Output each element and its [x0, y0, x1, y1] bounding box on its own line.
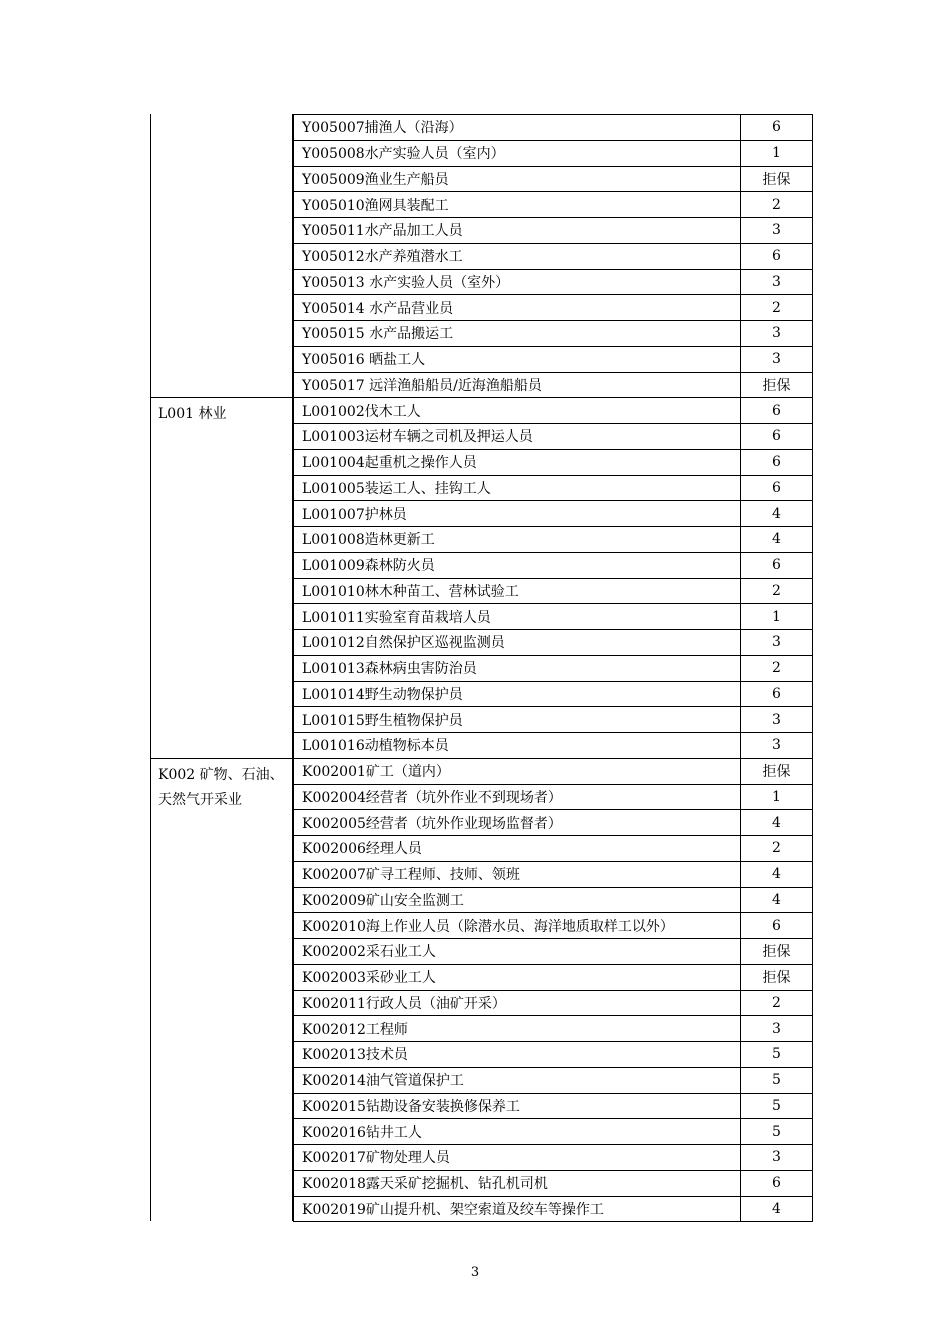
risk-level-cell: 6: [741, 681, 813, 707]
table-row: [294, 475, 813, 501]
occupation-cell: Y005009渔业生产船员: [294, 166, 741, 192]
table-row: [294, 810, 813, 836]
table-row: [294, 1093, 813, 1119]
occupation-cell: Y005007捕渔人（沿海）: [294, 115, 741, 141]
risk-level-cell: 3: [741, 707, 813, 733]
risk-level-cell: 4: [741, 861, 813, 887]
table-row: [294, 939, 813, 965]
occupation-cell: K002009矿山安全监测工: [294, 887, 741, 913]
occupation-cell: Y005016 晒盐工人: [294, 346, 741, 372]
risk-level-cell: 3: [741, 630, 813, 656]
risk-level-cell: 2: [741, 192, 813, 218]
table-row: [294, 630, 813, 656]
risk-level-cell: 3: [741, 321, 813, 347]
occupation-cell: Y005015 水产品搬运工: [294, 321, 741, 347]
table-row: [294, 115, 813, 141]
risk-level-cell: 6: [741, 398, 813, 424]
risk-level-cell: 1: [741, 784, 813, 810]
table-row: [294, 218, 813, 244]
risk-level-cell: 6: [741, 552, 813, 578]
table-row: [294, 1042, 813, 1068]
table-row: [294, 784, 813, 810]
table-row: [294, 295, 813, 321]
risk-level-cell: 6: [741, 913, 813, 939]
occupation-cell: K002015钻勘设备安装换修保养工: [294, 1093, 741, 1119]
table-row: [294, 1196, 813, 1222]
occupation-cell: K002011行政人员（油矿开采）: [294, 990, 741, 1016]
risk-level-cell: 5: [741, 1042, 813, 1068]
occupation-cell: L001012自然保护区巡视监测员: [294, 630, 741, 656]
risk-level-cell: 6: [741, 243, 813, 269]
category-label: K002 矿物、石油、天然气开采业: [150, 758, 293, 1222]
occupation-cell: Y005008水产实验人员（室内）: [294, 140, 741, 166]
table-row: [294, 424, 813, 450]
occupation-cell: K002018露天采矿挖掘机、钻孔机司机: [294, 1170, 741, 1196]
table-row: [294, 655, 813, 681]
risk-level-cell: 4: [741, 527, 813, 553]
table-row: [294, 1170, 813, 1196]
table-row: [294, 681, 813, 707]
table-row: [294, 733, 813, 759]
risk-level-cell: 6: [741, 424, 813, 450]
risk-level-cell: 3: [741, 346, 813, 372]
risk-level-cell: 2: [741, 836, 813, 862]
risk-level-cell: 5: [741, 1119, 813, 1145]
table-row: [294, 707, 813, 733]
risk-level-cell: 2: [741, 990, 813, 1016]
risk-level-cell: 拒保: [741, 964, 813, 990]
table-row: [294, 269, 813, 295]
table-row: [294, 887, 813, 913]
table-row: [294, 140, 813, 166]
risk-level-cell: 拒保: [741, 166, 813, 192]
page-number: 3: [470, 1265, 480, 1280]
risk-level-cell: 2: [741, 655, 813, 681]
table-row: [294, 449, 813, 475]
occupation-cell: K002016钻井工人: [294, 1119, 741, 1145]
occupation-cell: K002014油气管道保护工: [294, 1067, 741, 1093]
risk-level-cell: 5: [741, 1093, 813, 1119]
occupation-cell: L001002伐木工人: [294, 398, 741, 424]
table-row: [294, 346, 813, 372]
occupation-cell: K002012工程师: [294, 1016, 741, 1042]
category-label: L001 林业: [150, 397, 293, 758]
table-row: [294, 1016, 813, 1042]
occupation-cell: Y005013 水产实验人员（室外）: [294, 269, 741, 295]
risk-level-cell: 6: [741, 115, 813, 141]
occupation-cell: Y005010渔网具装配工: [294, 192, 741, 218]
occupation-cell: K002002采石业工人: [294, 939, 741, 965]
risk-level-cell: 6: [741, 475, 813, 501]
risk-level-cell: 6: [741, 1170, 813, 1196]
occupation-cell: K002005经营者（坑外作业现场监督者）: [294, 810, 741, 836]
occupation-cell: L001007护林员: [294, 501, 741, 527]
table-row: [294, 913, 813, 939]
table-row: [294, 166, 813, 192]
table-row: [294, 398, 813, 424]
occupation-cell: K002004经营者（坑外作业不到现场者）: [294, 784, 741, 810]
risk-level-cell: 3: [741, 218, 813, 244]
occupation-cell: L001008造林更新工: [294, 527, 741, 553]
occupation-table: [293, 114, 813, 1222]
occupation-cell: L001004起重机之操作人员: [294, 449, 741, 475]
occupation-cell: K002013技术员: [294, 1042, 741, 1068]
table-row: [294, 1067, 813, 1093]
occupation-cell: L001014野生动物保护员: [294, 681, 741, 707]
occupation-cell: L001016动植物标本员: [294, 733, 741, 759]
risk-level-cell: 4: [741, 501, 813, 527]
occupation-cell: Y005017 远洋渔船船员/近海渔船船员: [294, 372, 741, 398]
risk-level-cell: 3: [741, 269, 813, 295]
risk-level-cell: 1: [741, 140, 813, 166]
occupation-cell: L001005装运工人、挂钩工人: [294, 475, 741, 501]
category-label: [150, 114, 293, 397]
risk-level-cell: 拒保: [741, 758, 813, 784]
risk-level-cell: 4: [741, 810, 813, 836]
table-row: [294, 527, 813, 553]
occupation-cell: K002003采砂业工人: [294, 964, 741, 990]
occupation-cell: L001013森林病虫害防治员: [294, 655, 741, 681]
table-row: [294, 1119, 813, 1145]
occupation-cell: K002017矿物处理人员: [294, 1145, 741, 1171]
table-row: [294, 192, 813, 218]
risk-level-cell: 拒保: [741, 372, 813, 398]
risk-level-cell: 2: [741, 578, 813, 604]
occupation-cell: K002006经理人员: [294, 836, 741, 862]
risk-level-cell: 3: [741, 733, 813, 759]
occupation-cell: K002001矿工（道内）: [294, 758, 741, 784]
table-row: [294, 990, 813, 1016]
risk-level-cell: 1: [741, 604, 813, 630]
table-row: [294, 321, 813, 347]
occupation-cell: Y005014 水产品营业员: [294, 295, 741, 321]
occupation-cell: Y005012水产养殖潜水工: [294, 243, 741, 269]
risk-level-cell: 4: [741, 887, 813, 913]
occupation-cell: L001009森林防火员: [294, 552, 741, 578]
table-row: [294, 552, 813, 578]
occupation-cell: L001003运材车辆之司机及押运人员: [294, 424, 741, 450]
risk-level-cell: 3: [741, 1145, 813, 1171]
risk-level-cell: 4: [741, 1196, 813, 1222]
occupation-cell: K002010海上作业人员（除潜水员、海洋地质取样工以外）: [294, 913, 741, 939]
table-row: [294, 604, 813, 630]
table-row: [294, 758, 813, 784]
table-row: [294, 836, 813, 862]
category-column: [150, 114, 293, 1221]
occupation-cell: L001010林木种苗工、营林试验工: [294, 578, 741, 604]
table-row: [294, 501, 813, 527]
table-row: [294, 1145, 813, 1171]
risk-level-cell: 2: [741, 295, 813, 321]
risk-level-cell: 5: [741, 1067, 813, 1093]
table-row: [294, 861, 813, 887]
risk-level-cell: 拒保: [741, 939, 813, 965]
occupation-cell: K002019矿山提升机、架空索道及绞车等操作工: [294, 1196, 741, 1222]
table-row: [294, 578, 813, 604]
table-row: [294, 372, 813, 398]
table-row: [294, 243, 813, 269]
occupation-cell: K002007矿寻工程师、技师、领班: [294, 861, 741, 887]
occupation-cell: Y005011水产品加工人员: [294, 218, 741, 244]
occupation-cell: L001015野生植物保护员: [294, 707, 741, 733]
risk-level-cell: 6: [741, 449, 813, 475]
occupation-cell: L001011实验室育苗栽培人员: [294, 604, 741, 630]
table-row: [294, 964, 813, 990]
risk-level-cell: 3: [741, 1016, 813, 1042]
